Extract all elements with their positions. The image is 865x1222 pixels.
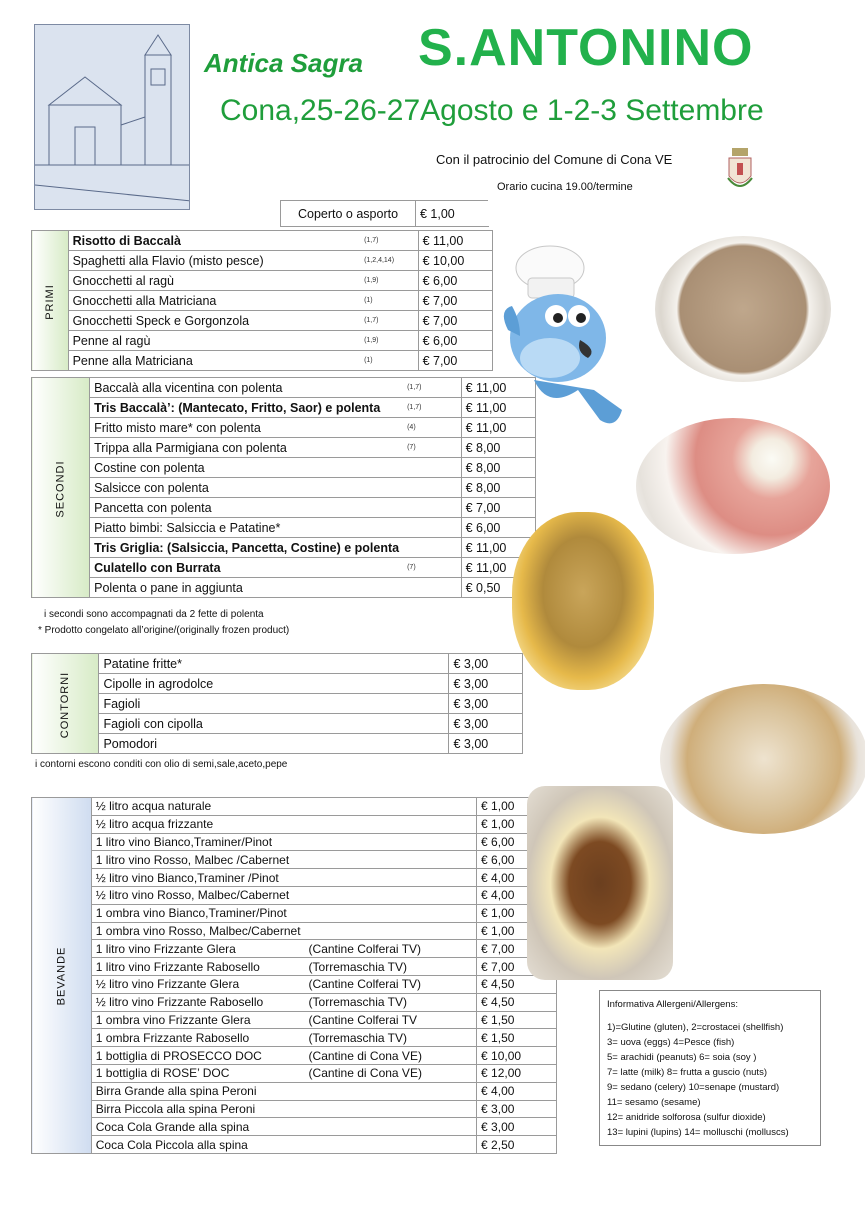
contorni-section-label xyxy=(32,654,99,754)
cover-charge-table xyxy=(280,200,489,227)
item-name: ½ litro vino Rosso, Malbec/Cabernet xyxy=(91,886,304,904)
table-row xyxy=(32,291,493,311)
bevande-label-text: BEVANDE xyxy=(55,947,68,1006)
item-price: € 11,00 xyxy=(418,231,492,251)
risotto-photo xyxy=(655,236,831,382)
item-name: Piatto bimbi: Salsiccia e Patatine* xyxy=(90,518,403,538)
secondi-table xyxy=(31,377,536,598)
table-row xyxy=(32,478,536,498)
item-name: 1 ombra vino Frizzante Glera xyxy=(91,1011,304,1029)
table-row xyxy=(32,1029,557,1047)
table-row xyxy=(32,1136,557,1154)
item-name: Birra Piccola alla spina Peroni xyxy=(91,1100,304,1118)
table-row xyxy=(32,398,536,418)
allergen-line: 9= sedano (celery) 10=senape (mustard) xyxy=(607,1082,780,1093)
item-note xyxy=(305,815,477,833)
table-row xyxy=(32,438,536,458)
table-row xyxy=(32,538,536,558)
item-name: Penne al ragù xyxy=(68,331,360,351)
item-name: Costine con polenta xyxy=(90,458,403,478)
item-note xyxy=(305,886,477,904)
item-note xyxy=(305,1136,477,1154)
item-note xyxy=(305,1100,477,1118)
table-row xyxy=(32,940,557,958)
table-row xyxy=(32,904,557,922)
item-allergens: (1,9) xyxy=(360,271,418,291)
item-name: Gnocchetti Speck e Gorgonzola xyxy=(68,311,360,331)
item-name: 1 litro vino Frizzante Glera xyxy=(91,940,304,958)
table-row xyxy=(32,975,557,993)
item-price: € 11,00 xyxy=(461,538,535,558)
item-price: € 3,00 xyxy=(477,1118,557,1136)
item-note: (Cantine Colferai TV) xyxy=(305,975,477,993)
table-row xyxy=(32,734,523,754)
item-name: 1 litro vino Rosso, Malbec /Cabernet xyxy=(91,851,304,869)
item-note: (Torremaschia TV) xyxy=(305,993,477,1011)
primi-table xyxy=(31,230,493,371)
kitchen-hours: Orario cucina 19.00/termine xyxy=(497,181,633,193)
item-price: € 6,00 xyxy=(461,518,535,538)
table-row xyxy=(32,886,557,904)
item-name: Fagioli con cipolla xyxy=(99,714,449,734)
item-allergens xyxy=(403,538,461,558)
item-name: Pancetta con polenta xyxy=(90,498,403,518)
item-name: Pomodori xyxy=(99,734,449,754)
table-row xyxy=(32,558,536,578)
item-price: € 8,00 xyxy=(461,478,535,498)
table-row xyxy=(32,833,557,851)
table-row xyxy=(32,958,557,976)
item-price: € 11,00 xyxy=(461,558,535,578)
item-note xyxy=(305,833,477,851)
table-row xyxy=(32,654,523,674)
item-price: € 4,00 xyxy=(477,869,557,887)
table-row xyxy=(32,798,557,816)
table-row xyxy=(32,378,536,398)
item-name: Fagioli xyxy=(99,694,449,714)
item-price: € 11,00 xyxy=(461,418,535,438)
item-name: 1 litro vino Bianco,Traminer/Pinot xyxy=(91,833,304,851)
item-price: € 4,00 xyxy=(477,1082,557,1100)
item-note xyxy=(305,904,477,922)
item-name: Birra Grande alla spina Peroni xyxy=(91,1082,304,1100)
item-name: Spaghetti alla Flavio (misto pesce) xyxy=(68,251,360,271)
item-allergens xyxy=(403,478,461,498)
item-name: Cipolle in agrodolce xyxy=(99,674,449,694)
secondi-label-text: SECONDI xyxy=(54,459,67,518)
item-price: € 1,50 xyxy=(477,1011,557,1029)
item-price: € 6,00 xyxy=(418,271,492,291)
item-name: Gnocchetti al ragù xyxy=(68,271,360,291)
table-row xyxy=(32,251,493,271)
table-row xyxy=(32,694,523,714)
item-price: € 6,00 xyxy=(477,851,557,869)
item-price: € 1,50 xyxy=(477,1029,557,1047)
item-name: ½ litro acqua naturale xyxy=(91,798,304,816)
item-note xyxy=(305,922,477,940)
culatello-photo xyxy=(636,418,830,554)
table-row xyxy=(32,271,493,291)
item-name: 1 ombra vino Bianco,Traminer/Pinot xyxy=(91,904,304,922)
item-allergens: (1,7) xyxy=(360,311,418,331)
cover-label: Coperto o asporto xyxy=(281,201,416,227)
table-row xyxy=(32,993,557,1011)
item-allergens xyxy=(403,578,461,598)
contorni-label-text: CONTORNI xyxy=(59,671,72,738)
item-allergens: (1,9) xyxy=(360,331,418,351)
item-name: Baccalà alla vicentina con polenta xyxy=(90,378,403,398)
title-prefix: Antica Sagra xyxy=(204,48,363,78)
municipal-crest-icon xyxy=(726,148,754,192)
table-row xyxy=(32,1100,557,1118)
item-price: € 3,00 xyxy=(449,654,523,674)
table-row xyxy=(32,331,493,351)
item-name: Risotto di Baccalà xyxy=(68,231,360,251)
item-name: Salsicce con polenta xyxy=(90,478,403,498)
item-note: (Torremaschia TV) xyxy=(305,1029,477,1047)
table-row xyxy=(32,498,536,518)
item-price: € 1,00 xyxy=(477,904,557,922)
allergen-legend xyxy=(599,990,821,1146)
grill-polenta-photo xyxy=(527,786,673,980)
bevande-section-label xyxy=(32,798,92,1154)
secondi-note: i secondi sono accompagnati da 2 fette di polenta xyxy=(44,609,264,620)
item-allergens: (1,7) xyxy=(403,378,461,398)
item-note xyxy=(305,1082,477,1100)
item-name: 1 bottiglia di PROSECCO DOC xyxy=(91,1047,304,1065)
item-price: € 6,00 xyxy=(418,331,492,351)
item-price: € 8,00 xyxy=(461,438,535,458)
item-price: € 3,00 xyxy=(449,694,523,714)
item-name: Gnocchetti alla Matriciana xyxy=(68,291,360,311)
item-name: 1 litro vino Frizzante Rabosello xyxy=(91,958,304,976)
item-price: € 7,00 xyxy=(418,291,492,311)
item-name: Patatine fritte* xyxy=(99,654,449,674)
item-name: Tris Baccalà’: (Mantecato, Fritto, Saor) e polenta xyxy=(90,398,403,418)
table-row xyxy=(32,458,536,478)
item-name: Coca Cola Grande alla spina xyxy=(91,1118,304,1136)
item-price: € 8,00 xyxy=(461,458,535,478)
table-row xyxy=(281,201,489,227)
item-price: € 7,00 xyxy=(418,311,492,331)
item-allergens: (1,2,4,14) xyxy=(360,251,418,271)
baccala-polenta-photo xyxy=(512,512,654,690)
item-price: € 1,00 xyxy=(477,922,557,940)
item-price: € 3,00 xyxy=(449,714,523,734)
item-name: ½ litro vino Bianco,Traminer /Pinot xyxy=(91,869,304,887)
item-note: (Cantine di Cona VE) xyxy=(305,1064,477,1082)
item-price: € 10,00 xyxy=(418,251,492,271)
item-price: € 7,00 xyxy=(461,498,535,518)
item-allergens: (7) xyxy=(403,558,461,578)
fritto-misto-photo xyxy=(660,684,865,834)
item-name: ½ litro acqua frizzante xyxy=(91,815,304,833)
item-price: € 3,00 xyxy=(449,734,523,754)
table-row xyxy=(32,1047,557,1065)
allergen-line: 7= latte (milk) 8= frutta a guscio (nuts) xyxy=(607,1067,767,1078)
primi-label-text: PRIMI xyxy=(43,283,56,320)
table-row xyxy=(32,418,536,438)
item-price: € 1,00 xyxy=(477,798,557,816)
table-row xyxy=(32,1064,557,1082)
secondi-section-label xyxy=(32,378,90,598)
item-price: € 4,50 xyxy=(477,975,557,993)
item-allergens xyxy=(403,498,461,518)
primi-section-label xyxy=(32,231,69,371)
table-row xyxy=(32,231,493,251)
table-row xyxy=(32,311,493,331)
table-row xyxy=(32,869,557,887)
item-price: € 0,50 xyxy=(461,578,535,598)
allergen-legend-title: Informativa Allergeni/Allergens: xyxy=(607,999,738,1010)
item-name: Culatello con Burrata xyxy=(90,558,403,578)
item-name: ½ litro vino Frizzante Rabosello xyxy=(91,993,304,1011)
item-price: € 3,00 xyxy=(477,1100,557,1118)
item-price: € 4,00 xyxy=(477,886,557,904)
item-name: 1 ombra Frizzante Rabosello xyxy=(91,1029,304,1047)
item-allergens: (1) xyxy=(360,351,418,371)
item-note: (Torremaschia TV) xyxy=(305,958,477,976)
title-main: S.ANTONINO xyxy=(418,19,754,77)
item-note xyxy=(305,1118,477,1136)
item-allergens xyxy=(403,518,461,538)
table-row xyxy=(32,851,557,869)
item-allergens: (1,7) xyxy=(360,231,418,251)
bevande-table xyxy=(31,797,557,1154)
allergen-line: 5= arachidi (peanuts) 6= soia (soy ) xyxy=(607,1052,757,1063)
allergen-line: 1)=Glutine (gluten), 2=crostacei (shellfish) xyxy=(607,1022,784,1033)
item-price: € 12,00 xyxy=(477,1064,557,1082)
patronage-text: Con il patrocinio del Comune di Cona VE xyxy=(436,152,673,167)
item-allergens: (1,7) xyxy=(403,398,461,418)
item-allergens: (4) xyxy=(403,418,461,438)
allergen-line: 13= lupini (lupins) 14= molluschi (molluscs) xyxy=(607,1127,789,1138)
item-price: € 11,00 xyxy=(461,398,535,418)
item-name: 1 ombra vino Rosso, Malbec/Cabernet xyxy=(91,922,304,940)
item-price: € 1,00 xyxy=(477,815,557,833)
frozen-note: * Prodotto congelato all’origine/(originally frozen product) xyxy=(38,625,290,636)
chef-fish-illustration xyxy=(498,240,638,440)
item-note xyxy=(305,798,477,816)
item-note: (Cantine di Cona VE) xyxy=(305,1047,477,1065)
table-row xyxy=(32,351,493,371)
item-price: € 4,50 xyxy=(477,993,557,1011)
item-price: € 7,00 xyxy=(477,940,557,958)
church-illustration xyxy=(34,24,190,210)
allergen-line: 11= sesamo (sesame) xyxy=(607,1097,701,1108)
table-row xyxy=(32,578,536,598)
item-note: (Cantine Colferai TV xyxy=(305,1011,477,1029)
item-note xyxy=(305,851,477,869)
item-name: Polenta o pane in aggiunta xyxy=(90,578,403,598)
item-name: Fritto misto mare* con polenta xyxy=(90,418,403,438)
item-note: (Cantine Colferai TV) xyxy=(305,940,477,958)
item-name: Penne alla Matriciana xyxy=(68,351,360,371)
item-price: € 10,00 xyxy=(477,1047,557,1065)
table-row xyxy=(32,1082,557,1100)
item-price: € 6,00 xyxy=(477,833,557,851)
table-row xyxy=(32,1011,557,1029)
item-price: € 3,00 xyxy=(449,674,523,694)
contorni-note: i contorni escono conditi con olio di semi,sale,aceto,pepe xyxy=(35,759,288,770)
item-name: ½ litro vino Frizzante Glera xyxy=(91,975,304,993)
item-name: 1 bottiglia di ROSE’ DOC xyxy=(91,1064,304,1082)
item-price: € 7,00 xyxy=(418,351,492,371)
cover-price: € 1,00 xyxy=(416,201,489,227)
contorni-table xyxy=(31,653,523,754)
item-allergens xyxy=(403,458,461,478)
item-price: € 11,00 xyxy=(461,378,535,398)
allergen-line: 3= uova (eggs) 4=Pesce (fish) xyxy=(607,1037,735,1048)
item-name: Trippa alla Parmigiana con polenta xyxy=(90,438,403,458)
item-price: € 2,50 xyxy=(477,1136,557,1154)
item-name: Tris Griglia: (Salsiccia, Pancetta, Costine) e polenta xyxy=(90,538,403,558)
event-dates: Cona,25-26-27Agosto e 1-2-3 Settembre xyxy=(220,94,764,127)
item-allergens: (7) xyxy=(403,438,461,458)
item-note xyxy=(305,869,477,887)
item-name: Coca Cola Piccola alla spina xyxy=(91,1136,304,1154)
item-allergens: (1) xyxy=(360,291,418,311)
table-row xyxy=(32,674,523,694)
table-row xyxy=(32,922,557,940)
item-price: € 7,00 xyxy=(477,958,557,976)
allergen-line: 12= anidride solforosa (sulfur dioxide) xyxy=(607,1112,766,1123)
table-row xyxy=(32,1118,557,1136)
table-row xyxy=(32,815,557,833)
table-row xyxy=(32,518,536,538)
table-row xyxy=(32,714,523,734)
